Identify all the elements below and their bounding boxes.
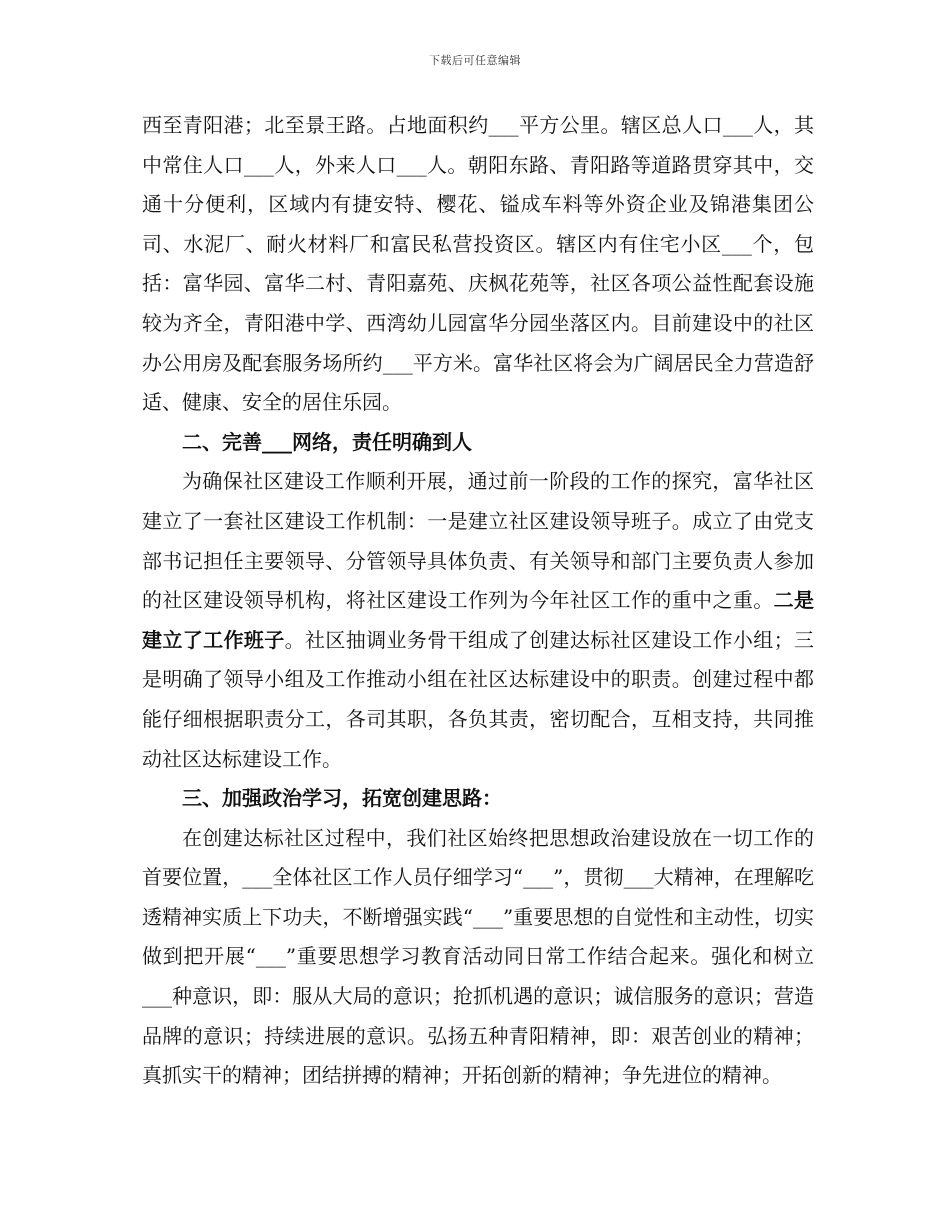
paragraph-political-study: 在创建达标社区过程中，我们社区始终把思想政治建设放在一切工作的首要位置，___全体社区工作人员仔细学习“___”，贯彻___大精神，在理解吃透精神实质上下功夫，不断增强实践“___”重要思想的自觉性和主动性，切实做到把开展“___”重要思想学习教育活动同日常工作结合起来。强化和树立___种意识，即：服从大局的意识；抢抓机遇的意识；诚信服务的意识；营造品牌的意识；持续进展的意识。弘扬五种青阳精神，即：艰苦创业的精神；真抓实干的精神；团结拼搏的精神；开拓创新的精神；争先进位的精神。 bbox=[142, 825, 814, 1088]
paragraph-community-overview: 西至青阳港；北至景王路。占地面积约___平方公里。辖区总人口___人，其中常住人口___人，外来人口___人。朝阳东路、青阳路等道路贯穿其中，交通十分便利，区域内有捷安特、樱花、镒成车料等外资企业及锦港集团公司、水泥厂、耐火材料厂和富民私营投资区。辖区内有住宅小区___个，包括：富华园、富华二村、青阳嘉苑、庆枫花苑等，社区各项公益性配套设施较为齐全，青阳港中学、西湾幼儿园富华分园坐落区内。目前建设中的社区办公用房及配套服务场所约___平方米。富华社区将会为广阔居民全力营造舒适、健康、安全的居住乐园。 bbox=[142, 113, 814, 415]
document-body bbox=[142, 106, 814, 1096]
section-heading-network: 二、完善___网络，责任明确到人 bbox=[182, 429, 472, 454]
page-header-note: 下载后可任意编辑 bbox=[429, 54, 521, 67]
bold-phrase: 二是建立了工作班子 bbox=[142, 588, 814, 652]
paragraph-text: 。社区抽调业务骨干组成了创建达标社区建设工作小组；三是明确了领导小组及工作推动小组在社区达标建设中的职责。创建过程中都能仔细根据职责分工，各司其职，各负其责，密切配合，互相支持，共同推动社区达标建设工作。 bbox=[142, 627, 814, 771]
paragraph-text: 为确保社区建设工作顺利开展，通过前一阶段的工作的探究，富华社区建立了一套社区建设工作机制：一是建立社区建设领导班子。成立了由党支部书记担任主要领导、分管领导具体负责、有关领导和部门主要负责人参加的社区建设领导机构，将社区建设工作列为今年社区工作的重中之重。 bbox=[142, 469, 814, 613]
section-heading-political-study: 三、加强政治学习，拓宽创建思路： bbox=[182, 786, 502, 811]
paragraph-work-mechanism bbox=[142, 462, 814, 779]
